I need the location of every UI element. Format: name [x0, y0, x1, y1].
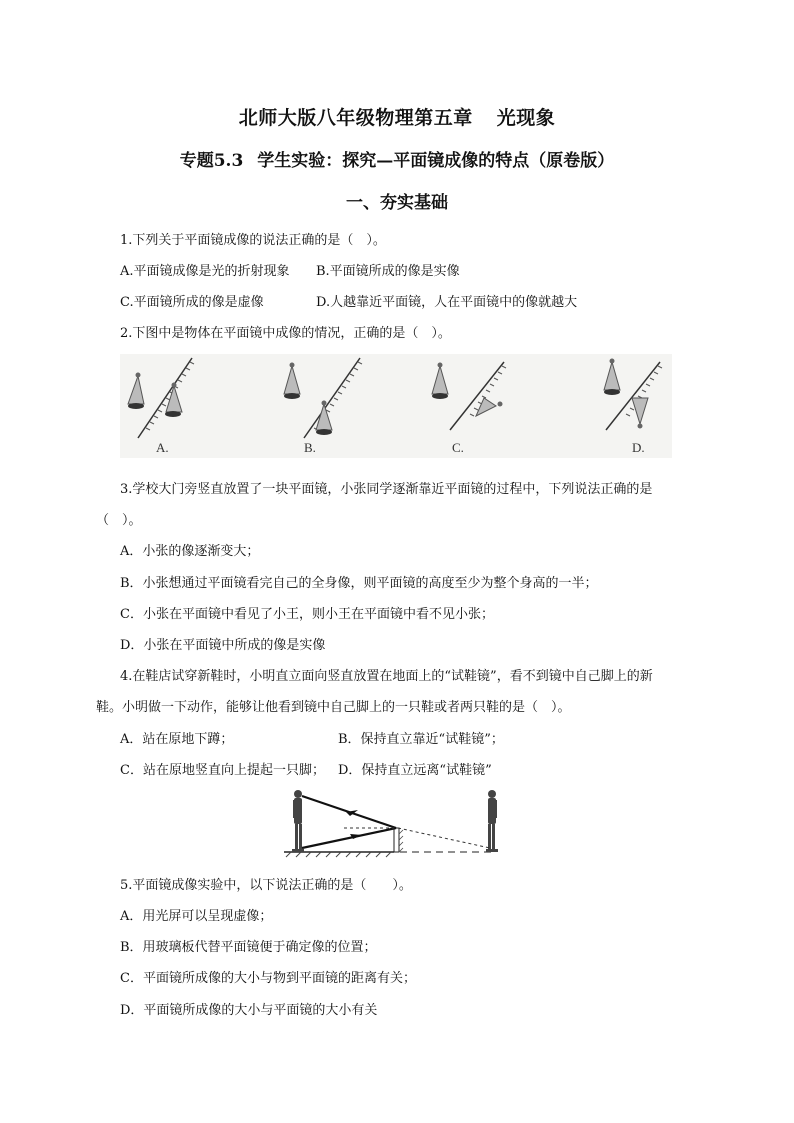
q2-label-d: D.: [632, 440, 645, 455]
q1-option-c: C.平面镜所成的像是虚像: [120, 295, 264, 310]
q3-stem-line1: 3.学校大门旁竖直放置了一块平面镜，小张同学逐渐靠近平面镜的过程中，下列说法正确的是: [120, 482, 653, 497]
q2-label-b: B.: [304, 440, 316, 455]
q2-stem: 2.下图中是物体在平面镜中成像的情况，正确的是（ ）。: [120, 326, 451, 341]
q2-label-a: A.: [156, 440, 169, 455]
title-chapter: 光现象: [496, 107, 556, 129]
q2-label-c: C.: [452, 440, 464, 455]
q3-option-c: C．小张在平面镜中看见了小王，则小王在平面镜中看不见小张；: [120, 607, 494, 622]
q5-stem: 5.平面镜成像实验中，以下说法正确的是（ ）。: [120, 878, 412, 893]
q4-stem-line1: 4.在鞋店试穿新鞋时，小明直立面向竖直放置在地面上的“试鞋镜”，看不到镜中自己脚上的新: [120, 669, 653, 684]
q5-option-a: A．用光屏可以呈现虚像；: [120, 909, 273, 924]
q2-mirror-figure: [120, 354, 672, 458]
title-main: 北师大版八年级物理第五章: [238, 107, 473, 129]
q5-option-c: C．平面镜所成像的大小与物到平面镜的距离有关；: [120, 971, 416, 986]
q1-option-a: A.平面镜成像是光的折射现象: [120, 264, 290, 279]
q4-option-c: C．站在原地竖直向上提起一只脚；: [120, 763, 325, 778]
person-figure: [292, 790, 304, 852]
q5-option-b: B．用玻璃板代替平面镜便于确定像的位置；: [120, 940, 377, 955]
section-heading: 一、夯实基础: [346, 193, 448, 213]
q4-stem-line2: 鞋。小明做一下动作，能够让他看到镜中自己脚上的一只鞋或者两只鞋的是（ ）。: [96, 700, 571, 715]
q3-stem-line2: （ ）。: [96, 513, 142, 528]
page-subtitle: [0, 146, 794, 171]
q4-option-b: B．保持直立靠近“试鞋镜”；: [338, 732, 504, 747]
subtitle-name: 学生实验：探究—平面镜成像的特点（原卷版）: [257, 151, 615, 171]
q1-stem: 1.下列关于平面镜成像的说法正确的是（ ）。: [120, 233, 386, 248]
q1-option-b: B.平面镜所成的像是实像: [316, 264, 460, 279]
person-image-figure: [486, 790, 498, 852]
q3-option-b: B．小张想通过平面镜看完自己的全身像，则平面镜的高度至少为整个身高的一半；: [120, 576, 598, 591]
page-title: [0, 103, 794, 130]
q5-option-d: D．平面镜所成像的大小与平面镜的大小有关: [120, 1003, 378, 1018]
q4-mirror-diagram: [284, 786, 508, 858]
q1-option-d: D.人越靠近平面镜，人在平面镜中的像就越大: [316, 295, 578, 310]
q4-option-a: A．站在原地下蹲；: [120, 732, 234, 747]
subtitle-topic: 专题5.3: [179, 151, 244, 171]
q4-option-d: D．保持直立远离“试鞋镜”: [338, 763, 492, 778]
q3-option-a: A．小张的像逐渐变大；: [120, 544, 260, 559]
q3-option-d: D．小张在平面镜中所成的像是实像: [120, 638, 326, 653]
